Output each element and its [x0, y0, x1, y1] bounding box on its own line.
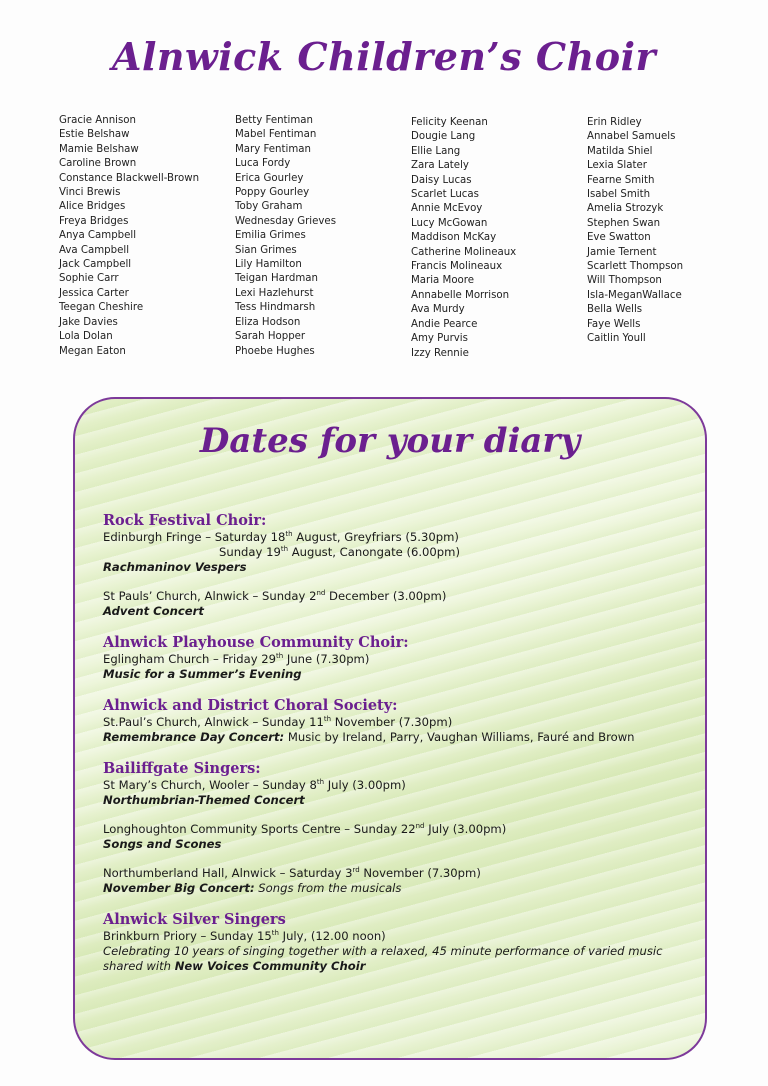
event-line: Edinburgh Fringe – Saturday 18th August, Greyfriars (5.30pm) — [103, 530, 459, 544]
member-name: Constance Blackwell-Brown — [59, 172, 200, 184]
member-name: Faye Wells — [587, 318, 641, 330]
member-name: Ava Campbell — [59, 244, 130, 256]
member-name: Poppy Gourley — [235, 187, 310, 199]
member-name: Sophie Carr — [59, 273, 119, 285]
concert-title: Advent Concert — [103, 604, 204, 618]
member-name: Dougie Lang — [411, 131, 476, 143]
member-name: Scarlet Lucas — [411, 189, 479, 201]
member-name: Felicity Keenan — [411, 117, 488, 128]
event-group-bailiffgate-singers — [103, 759, 693, 896]
member-name: Will Thompson — [587, 275, 662, 287]
member-name: Wednesday Grieves — [235, 215, 337, 227]
event-group-rock-festival-choir — [103, 511, 693, 619]
event-line: St Pauls’ Church, Alnwick – Sunday 2nd December (3.00pm) — [103, 589, 447, 603]
member-name: Jake Davies — [59, 316, 118, 328]
member-name: Jamie Ternent — [587, 246, 657, 258]
member-name: Maria Moore — [411, 275, 475, 287]
concert-title: Songs and Scones — [103, 837, 222, 851]
member-name: Caroline Brown — [59, 158, 137, 170]
event-line: St.Paul’s Church, Alnwick – Sunday 11th November (7.30pm) — [103, 715, 453, 729]
member-name: Bella Wells — [587, 304, 643, 316]
event-line: Brinkburn Priory – Sunday 15th July, (12.00 noon) — [103, 929, 386, 943]
concert-title: Northumbrian-Themed Concert — [103, 793, 305, 807]
member-name: Erica Gourley — [235, 172, 304, 184]
event-line: Northumberland Hall, Alnwick – Saturday 3rd November (7.30pm) — [103, 866, 481, 880]
member-name: Luca Fordy — [235, 158, 291, 170]
member-column — [587, 116, 683, 347]
member-name: Jessica Carter — [59, 287, 129, 299]
event-description: shared with New Voices Community Choir — [103, 959, 366, 973]
member-name: Gracie Annison — [59, 115, 136, 126]
event-line: Longhoughton Community Sports Centre – Sunday 22nd July (3.00pm) — [103, 822, 507, 836]
member-name: Alice Bridges — [59, 201, 126, 213]
member-name: Ava Murdy — [411, 304, 465, 316]
member-name: Emilia Grimes — [235, 230, 306, 242]
event-list — [103, 511, 693, 988]
member-name: Lola Dolan — [59, 331, 113, 343]
member-name: Freya Bridges — [59, 215, 129, 227]
member-name: Maddison McKay — [411, 232, 497, 244]
event-line: St Mary’s Church, Wooler – Sunday 8th July (3.00pm) — [103, 778, 406, 792]
member-name: Vinci Brewis — [59, 187, 121, 199]
member-name: Jack Campbell — [59, 259, 132, 271]
member-name: Lexi Hazlehurst — [235, 287, 314, 299]
member-name: Matilda Shiel — [587, 145, 653, 157]
member-name: Stephen Swan — [587, 217, 661, 229]
member-name: Tess Hindmarsh — [235, 302, 316, 314]
member-name: Estie Belshaw — [59, 129, 130, 141]
member-name: Betty Fentiman — [235, 115, 313, 126]
member-name: Izzy Rennie — [411, 347, 469, 359]
member-name: Phoebe Hughes — [235, 345, 315, 357]
member-name: Megan Eaton — [59, 345, 126, 357]
group-heading: Rock Festival Choir: — [103, 512, 267, 529]
group-heading: Alnwick Silver Singers — [103, 911, 286, 928]
page-title: Alnwick Children’s Choir — [111, 34, 657, 79]
member-name: Lily Hamilton — [235, 259, 302, 271]
member-name: Toby Graham — [235, 201, 303, 213]
member-name: Isabel Smith — [587, 189, 651, 201]
concert-title: Rachmaninov Vespers — [103, 560, 247, 574]
group-heading: Bailiffgate Singers: — [103, 760, 261, 777]
member-name: Mabel Fentiman — [235, 129, 317, 141]
event-line: Sunday 19th August, Canongate (6.00pm) — [219, 545, 460, 559]
member-name: Teegan Cheshire — [59, 302, 144, 314]
member-name: Francis Molineaux — [411, 261, 503, 273]
group-heading: Alnwick and District Choral Society: — [103, 697, 398, 714]
event-group-silver-singers — [103, 910, 693, 974]
member-name: Zara Lately — [411, 160, 469, 172]
member-name: Daisy Lucas — [411, 174, 472, 186]
member-name: Sian Grimes — [235, 244, 297, 256]
member-name: Mamie Belshaw — [59, 143, 139, 155]
member-name: Teigan Hardman — [235, 273, 318, 285]
member-name: Isla-MeganWallace — [587, 289, 682, 301]
member-name: Annabel Samuels — [587, 131, 676, 143]
member-name: Annabelle Morrison — [411, 289, 510, 301]
member-column — [59, 114, 199, 359]
concert-title: November Big Concert: Songs from the musicals — [103, 881, 402, 895]
event-group-choral-society — [103, 696, 693, 745]
member-column — [235, 114, 336, 359]
concert-title: Remembrance Day Concert: Music by Ireland, Parry, Vaughan Williams, Fauré and Brown — [103, 730, 635, 744]
member-name: Andie Pearce — [411, 318, 478, 330]
member-name: Anya Campbell — [59, 230, 137, 242]
event-line: Eglingham Church – Friday 29th June (7.30pm) — [103, 652, 370, 666]
member-name: Scarlett Thompson — [587, 261, 684, 273]
member-name: Amy Purvis — [411, 333, 468, 345]
member-name: Amelia Strozyk — [587, 203, 664, 215]
event-description: Celebrating 10 years of singing together with a relaxed, 45 minute performance of varied music — [103, 944, 663, 958]
member-name: Annie McEvoy — [411, 203, 483, 215]
group-heading: Alnwick Playhouse Community Choir: — [103, 634, 409, 651]
member-name: Eliza Hodson — [235, 316, 301, 328]
member-name: Ellie Lang — [411, 145, 461, 157]
member-name: Catherine Molineaux — [411, 246, 517, 258]
member-name: Lexia Slater — [587, 160, 647, 172]
member-name: Caitlin Youll — [587, 333, 646, 345]
event-group-playhouse-community-choir — [103, 633, 693, 682]
member-name: Eve Swatton — [587, 232, 651, 244]
diary-panel — [73, 397, 707, 1060]
member-column — [411, 116, 516, 361]
member-name: Mary Fentiman — [235, 143, 311, 155]
member-name: Sarah Hopper — [235, 331, 306, 343]
member-name: Lucy McGowan — [411, 217, 488, 229]
concert-title: Music for a Summer’s Evening — [103, 667, 302, 681]
member-name: Fearne Smith — [587, 174, 655, 186]
member-name: Erin Ridley — [587, 117, 642, 128]
diary-title: Dates for your diary — [199, 421, 581, 461]
